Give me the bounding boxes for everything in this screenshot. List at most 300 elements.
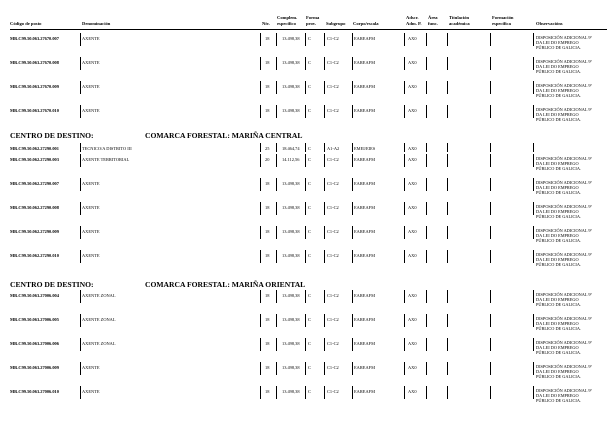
column-divider [324,250,325,263]
header-forma-2: prov. [306,21,316,26]
column-divider [404,81,405,94]
column-divider [404,202,405,215]
column-divider [324,202,325,215]
column-divider [260,105,261,118]
column-divider [260,81,261,94]
column-divider [260,57,261,70]
cell-code: MR.C99.50.063.27006.009 [10,365,59,370]
column-divider [305,250,306,263]
column-divider [490,250,491,263]
table-row [0,181,615,201]
cell-level: 18 [265,60,270,65]
cell-adscr: AX0 [408,229,417,234]
cell-corps: EMEI/EIES [354,146,376,151]
column-divider [352,314,353,327]
column-divider [426,250,427,263]
cell-adscr: AX0 [408,293,417,298]
column-divider [305,143,306,152]
cell-level: 20 [265,157,270,162]
cell-code: MR.C99.50.062.27290.008 [10,205,59,210]
column-divider [426,226,427,239]
column-divider [533,250,534,263]
cell-subgroup: A1-A2 [327,146,340,151]
cell-observations: DISPOSICIÓN ADICIONAL 9ª DA LEI DO EMPREGO PÚBLICO DE GALICIA. [536,107,592,122]
cell-observations: DISPOSICIÓN ADICIONAL 9ª DA LEI DO EMPREGO PÚBLICO DE GALICIA. [536,340,592,355]
column-divider [533,226,534,239]
table-row [0,389,615,409]
section-header [10,131,303,140]
cell-name: AXENTE [82,36,100,41]
column-divider [324,178,325,191]
column-divider [447,105,448,118]
column-divider [533,338,534,351]
column-divider [447,81,448,94]
cell-name: AXENTE [82,253,100,258]
cell-corps: EAREAFM [354,205,375,210]
cell-observations: DISPOSICIÓN ADICIONAL 9ª DA LEI DO EMPREGO PÚBLICO DE GALICIA. [536,59,592,74]
column-divider [276,154,277,167]
table-row [0,365,615,385]
cell-code: MR.C99.50.063.27670.009 [10,84,59,89]
cell-corps: EAREAFM [354,108,375,113]
column-divider [426,143,427,152]
column-divider [447,314,448,327]
cell-form: C [308,181,311,186]
cell-name: TECNICO/A DISTRITO III [82,146,132,151]
cell-level: 18 [265,181,270,186]
cell-code: MR.C99.50.063.27670.008 [10,60,59,65]
column-divider [276,290,277,303]
column-divider [352,338,353,351]
cell-subgroup: C1-C2 [327,36,339,41]
column-divider [426,362,427,375]
cell-complement: 13.498,38 [282,253,300,258]
cell-level: 18 [265,205,270,210]
header-corpo: Corpo/escala [353,21,379,26]
column-divider [533,202,534,215]
column-divider [447,250,448,263]
column-divider [352,154,353,167]
header-subgrupo: Subgrupo [326,21,346,26]
column-divider [324,338,325,351]
cell-complement: 18.464,74 [282,146,300,151]
cell-name: AXENTE [82,229,100,234]
cell-name: AXENTE [82,84,100,89]
column-divider [352,226,353,239]
cell-complement: 13.498,38 [282,181,300,186]
header-titulacion-2: académica [449,21,470,26]
column-divider [276,314,277,327]
column-divider [447,386,448,399]
column-divider [533,154,534,167]
column-divider [490,105,491,118]
column-divider [426,105,427,118]
column-divider [260,154,261,167]
cell-form: C [308,205,311,210]
header-area-1: Área [428,15,438,20]
column-divider [533,105,534,118]
cell-adscr: AX0 [408,205,417,210]
header-denominacion: Denominación [82,21,111,26]
cell-observations: DISPOSICIÓN ADICIONAL 9ª DA LEI DO EMPREGO PÚBLICO DE GALICIA. [536,364,592,379]
cell-corps: EAREAFM [354,293,375,298]
column-divider [490,81,491,94]
cell-corps: EAREAFM [354,365,375,370]
header-adscricion-1: Adscr. [406,15,419,20]
cell-form: C [308,229,311,234]
cell-subgroup: C1-C2 [327,317,339,322]
cell-form: C [308,84,311,89]
cell-level: 18 [265,108,270,113]
cell-complement: 13.498,38 [282,389,300,394]
column-divider [404,314,405,327]
column-divider [260,143,261,152]
table-row [0,229,615,249]
cell-observations: DISPOSICIÓN ADICIONAL 9ª DA LEI DO EMPREGO PÚBLICO DE GALICIA. [536,180,592,195]
column-divider [352,178,353,191]
header-forma-1: Forma [306,15,320,20]
column-divider [324,143,325,152]
cell-complement: 14.112,56 [282,157,300,162]
cell-form: C [308,108,311,113]
cell-adscr: AX0 [408,60,417,65]
header-titulacion-1: Titulación [449,15,470,20]
cell-level: 18 [265,36,270,41]
cell-name: AXENTE TERRITORIAL [82,157,130,162]
cell-subgroup: C1-C2 [327,157,339,162]
cell-adscr: AX0 [408,146,417,151]
column-divider [352,33,353,46]
column-divider [305,178,306,191]
column-divider [426,81,427,94]
column-divider [426,57,427,70]
cell-form: C [308,157,311,162]
cell-form: C [308,253,311,258]
column-divider [80,226,81,239]
column-divider [533,314,534,327]
column-divider [352,143,353,152]
column-divider [447,226,448,239]
column-divider [305,33,306,46]
cell-form: C [308,36,311,41]
column-divider [305,105,306,118]
column-divider [305,226,306,239]
cell-adscr: AX0 [408,389,417,394]
cell-complement: 13.498,38 [282,365,300,370]
cell-complement: 13.498,38 [282,229,300,234]
column-divider [305,290,306,303]
header-codigo: Código de posto [10,21,42,26]
cell-complement: 13.498,38 [282,60,300,65]
column-divider [447,143,448,152]
cell-name: AXENTE [82,365,100,370]
column-divider [324,105,325,118]
column-divider [490,57,491,70]
cell-adscr: AX0 [408,253,417,258]
cell-adscr: AX0 [408,181,417,186]
column-divider [305,386,306,399]
column-divider [447,154,448,167]
cell-name: AXENTE [82,205,100,210]
column-divider [80,202,81,215]
cell-observations: DISPOSICIÓN ADICIONAL 9ª DA LEI DO EMPREGO PÚBLICO DE GALICIA. [536,252,592,267]
cell-subgroup: C1-C2 [327,253,339,258]
column-divider [276,226,277,239]
column-divider [80,33,81,46]
section-header [10,280,306,289]
column-divider [490,314,491,327]
column-divider [352,57,353,70]
table-row [0,36,615,56]
cell-name: AXENTE ZONAL [82,293,116,298]
column-divider [260,226,261,239]
cell-corps: EAREAFM [354,36,375,41]
column-divider [276,57,277,70]
table-row [0,60,615,80]
cell-observations: DISPOSICIÓN ADICIONAL 9ª DA LEI DO EMPREGO PÚBLICO DE GALICIA. [536,292,592,307]
cell-complement: 13.498,38 [282,293,300,298]
cell-adscr: AX0 [408,36,417,41]
column-divider [533,178,534,191]
column-divider [490,202,491,215]
cell-corps: EAREAFM [354,253,375,258]
cell-code: MR.C99.50.063.27006.010 [10,389,59,394]
column-divider [533,386,534,399]
column-divider [533,33,534,46]
column-divider [352,81,353,94]
column-divider [80,143,81,152]
column-divider [404,338,405,351]
column-divider [490,143,491,152]
column-divider [447,202,448,215]
column-divider [447,33,448,46]
cell-level: 18 [265,341,270,346]
table-row [0,253,615,273]
column-divider [80,105,81,118]
column-divider [404,33,405,46]
column-divider [80,81,81,94]
column-divider [260,250,261,263]
cell-subgroup: C1-C2 [327,293,339,298]
cell-level: 18 [265,389,270,394]
cell-adscr: AX0 [408,84,417,89]
cell-adscr: AX0 [408,157,417,162]
section-label: CENTRO DE DESTINO: [10,131,94,140]
section-value: COMARCA FORESTAL: MARIÑA ORIENTAL [145,280,306,289]
cell-name: AXENTE [82,108,100,113]
cell-adscr: AX0 [408,365,417,370]
column-divider [447,57,448,70]
column-divider [533,290,534,303]
cell-complement: 13.498,38 [282,317,300,322]
cell-complement: 13.498,38 [282,341,300,346]
column-divider [80,290,81,303]
column-divider [324,57,325,70]
cell-form: C [308,389,311,394]
table-row [0,205,615,225]
cell-corps: EAREAFM [354,341,375,346]
header-complemento-2: específico [277,21,296,26]
cell-observations: DISPOSICIÓN ADICIONAL 9ª DA LEI DO EMPREGO PÚBLICO DE GALICIA. [536,83,592,98]
column-divider [305,202,306,215]
cell-code: MR.C99.50.062.27290.009 [10,229,59,234]
cell-complement: 13.498,38 [282,205,300,210]
column-divider [447,338,448,351]
cell-corps: EAREAFM [354,157,375,162]
cell-corps: EAREAFM [354,84,375,89]
column-divider [324,226,325,239]
column-divider [533,362,534,375]
cell-name: AXENTE [82,389,100,394]
column-divider [324,386,325,399]
table-row [0,84,615,104]
column-divider [80,154,81,167]
cell-code: MR.C99.50.062.27290.001 [10,146,59,151]
cell-observations: DISPOSICIÓN ADICIONAL 9ª DA LEI DO EMPREGO PÚBLICO DE GALICIA. [536,156,592,171]
column-divider [276,362,277,375]
column-divider [260,386,261,399]
column-divider [260,290,261,303]
cell-form: C [308,60,311,65]
cell-code: MR.C99.50.063.27006.004 [10,293,59,298]
cell-subgroup: C1-C2 [327,205,339,210]
cell-level: 18 [265,365,270,370]
header-formacion-2: específica [492,21,511,26]
column-divider [404,290,405,303]
cell-form: C [308,293,311,298]
table-row [0,108,615,128]
cell-observations: DISPOSICIÓN ADICIONAL 9ª DA LEI DO EMPREGO PÚBLICO DE GALICIA. [536,228,592,243]
cell-subgroup: C1-C2 [327,108,339,113]
column-divider [276,33,277,46]
cell-level: 25 [265,146,270,151]
cell-corps: EAREAFM [354,60,375,65]
column-divider [490,154,491,167]
cell-name: AXENTE [82,181,100,186]
column-divider [426,338,427,351]
cell-form: C [308,317,311,322]
column-divider [276,178,277,191]
cell-level: 18 [265,84,270,89]
column-divider [276,105,277,118]
column-divider [533,143,534,152]
column-divider [490,226,491,239]
cell-subgroup: C1-C2 [327,84,339,89]
column-divider [260,338,261,351]
column-divider [305,57,306,70]
cell-code: MR.C99.50.062.27290.003 [10,157,59,162]
column-divider [404,57,405,70]
column-divider [352,105,353,118]
column-divider [305,362,306,375]
cell-level: 18 [265,229,270,234]
cell-corps: EAREAFM [354,389,375,394]
column-divider [426,154,427,167]
column-divider [533,81,534,94]
column-divider [324,154,325,167]
column-divider [533,57,534,70]
section-value: COMARCA FORESTAL: MARIÑA CENTRAL [145,131,303,140]
column-divider [276,386,277,399]
cell-subgroup: C1-C2 [327,229,339,234]
table-row [0,317,615,337]
header-complemento-1: Complem. [277,15,298,20]
cell-adscr: AX0 [408,108,417,113]
column-divider [426,290,427,303]
cell-corps: EAREAFM [354,229,375,234]
cell-level: 18 [265,253,270,258]
column-divider [276,81,277,94]
column-divider [490,178,491,191]
cell-complement: 13.498,38 [282,84,300,89]
column-divider [352,362,353,375]
cell-code: MR.C99.50.062.27290.010 [10,253,59,258]
column-divider [305,154,306,167]
column-divider [404,154,405,167]
column-divider [490,362,491,375]
column-divider [324,362,325,375]
column-divider [324,33,325,46]
column-divider [426,33,427,46]
cell-observations: DISPOSICIÓN ADICIONAL 9ª DA LEI DO EMPREGO PÚBLICO DE GALICIA. [536,204,592,219]
column-divider [404,143,405,152]
cell-form: C [308,146,311,151]
column-divider [404,226,405,239]
column-divider [305,314,306,327]
cell-code: MR.C99.50.063.27670.007 [10,36,59,41]
column-divider [260,314,261,327]
cell-observations: DISPOSICIÓN ADICIONAL 9ª DA LEI DO EMPREGO PÚBLICO DE GALICIA. [536,316,592,331]
cell-level: 18 [265,293,270,298]
column-divider [352,202,353,215]
cell-adscr: AX0 [408,317,417,322]
cell-subgroup: C1-C2 [327,365,339,370]
cell-observations: DISPOSICIÓN ADICIONAL 9ª DA LEI DO EMPREGO PÚBLICO DE GALICIA. [536,388,592,403]
cell-complement: 13.498,38 [282,108,300,113]
column-divider [490,33,491,46]
column-divider [80,57,81,70]
cell-adscr: AX0 [408,341,417,346]
header-adscricion-2: Adm. P. [406,21,422,26]
cell-level: 18 [265,317,270,322]
cell-code: MR.C99.50.062.27290.007 [10,181,59,186]
column-divider [426,386,427,399]
column-divider [490,338,491,351]
column-divider [260,202,261,215]
table-row [0,157,615,177]
column-divider [404,386,405,399]
column-divider [447,290,448,303]
column-divider [276,202,277,215]
column-divider [447,178,448,191]
section-label: CENTRO DE DESTINO: [10,280,94,289]
column-divider [80,386,81,399]
header-rule [10,29,607,30]
column-divider [276,143,277,152]
cell-observations: DISPOSICIÓN ADICIONAL 9ª DA LEI DO EMPREGO PÚBLICO DE GALICIA. [536,35,592,50]
header-area-2: func. [428,21,438,26]
column-divider [352,250,353,263]
column-divider [490,386,491,399]
column-divider [260,362,261,375]
column-divider [260,178,261,191]
header-formacion-1: Formación [492,15,514,20]
column-divider [352,290,353,303]
column-divider [404,178,405,191]
column-divider [447,362,448,375]
column-divider [276,250,277,263]
cell-complement: 13.498,38 [282,36,300,41]
